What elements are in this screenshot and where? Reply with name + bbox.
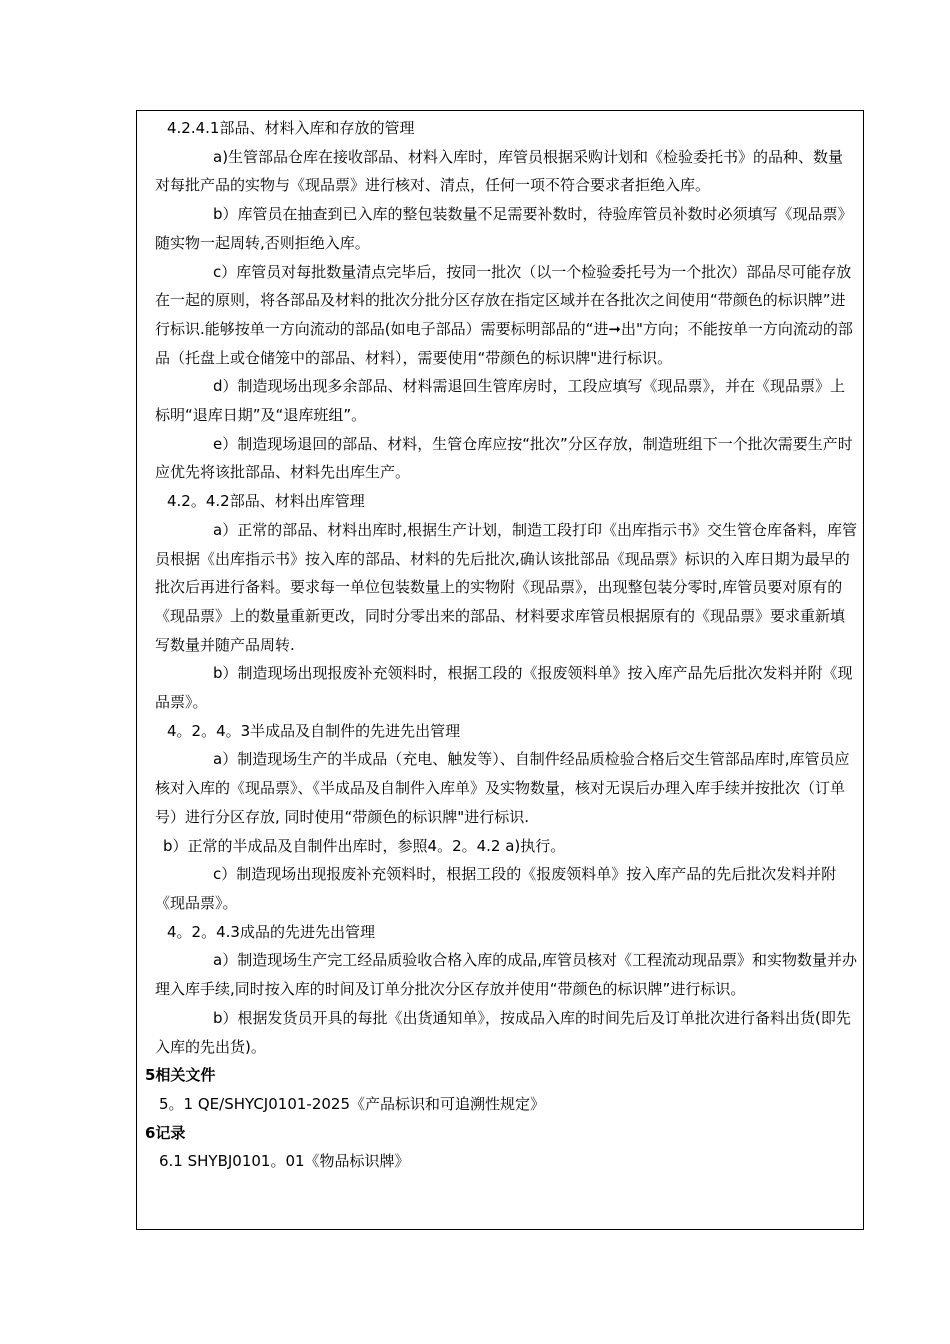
heading-4-2-4-2: 4.2。4.2部品、材料出库管理 [167, 492, 365, 511]
paragraph-b-finished: b）根据发货员开具的每批《出货通知单》，按成品入库的时间先后及订单批次进行备料出货(即先入库的先出货)。 [155, 1008, 851, 1056]
paragraph-a-receiving: a)生管部品仓库在接收部品、材料入库时，库管员根据采购计划和《检验委托书》的品种、数量对每批产品的实物与《现品票》进行核对、清点，任何一项不符合要求者拒绝入库。 [155, 147, 844, 195]
heading-4-2-4-1: 4.2.4.1部品、材料入库和存放的管理 [167, 119, 415, 137]
paragraph-b-outbound: b）制造现场出现报废补充领料时，根据工段的《报废领料单》按入库产品先后批次发料并附《现品票》。 [155, 664, 853, 712]
paragraph-a-semi: a）制造现场生产的半成品（充电、触发等）、自制件经品质检验合格后交生管部品库时,库管员应核对入库的《现品票》、《半成品及自制件入库单》及实物数量，核对无误后办理入库手续并按批次（订单号）进行分区存放, 同时使用“带颜色的标识牌"进行标识. [155, 750, 850, 826]
paragraph-c-semi: c）制造现场出现报废补充领料时，根据工段的《报废领料单》按入库产品的先后批次发料并附《现品票》。 [155, 865, 837, 912]
paragraph-a-outbound: a）正常的部品、材料出库时,根据生产计划，制造工段打印《出库指示书》交生管仓库备料，库管员根据《出库指示书》按入库的部品、材料的先后批次,确认该批部品《现品票》标识的入库日期为最早的批次后再进行备料。要求每一单位包装数量上的实物附《现品票》，出现整包装分零时,库管员要对原有的《现品票》上的数量重新更改，同时分零出来的部品、材料要求库管员根据原有的《现品票》要求重新填写数量并随产品周转. [155, 520, 857, 654]
paragraph-c-receiving: c）库管员对每批数量清点完毕后，按同一批次（以一个检验委托号为一个批次）部品尽可能存放在一起的原则，将各部品及材料的批次分批分区存放在指定区域并在各批次之间使用“带颜色的标识牌”进行标识.能够按单一方向流动的部品(如电子部品）需要标明部品的“进➞出"方向；不能按单一方向流动的部品（托盘上或仓储笼中的部品、材料），需要使用“带颜色的标识牌"进行标识。 [155, 262, 853, 367]
heading-4-2-4-3-finished: 4。2。4.3成品的先进先出管理 [167, 922, 375, 941]
record-item: 6.1 SHYBJ0101。01《物品标识牌》 [159, 1152, 410, 1171]
section-heading-related-docs: 5相关文件 [145, 1066, 216, 1085]
document-frame [136, 110, 864, 1230]
document-body [145, 114, 857, 1176]
paragraph-d-receiving: d）制造现场出现多余部品、材料需退回生管库房时，工段应填写《现品票》，并在《现品票》上标明“退库日期”及“退库班组”。 [155, 377, 846, 425]
paragraph-b-receiving: b）库管员在抽查到已入库的整包装数量不足需要补数时，待验库管员补数时必须填写《现品票》随实物一起周转,否则拒绝入库。 [155, 205, 853, 252]
paragraph-a-finished: a）制造现场生产完工经品质验收合格入库的成品,库管员核对《工程流动现品票》和实物数量并办理入库手续,同时按入库的时间及订单分批次分区存放并使用“带颜色的标识牌”进行标识。 [155, 951, 857, 999]
heading-4-2-4-3-semi: 4。2。4。3半成品及自制件的先进先出管理 [167, 721, 461, 740]
paragraph-b-semi: b）正常的半成品及自制件出库时，参照4。2。4.2 a)执行。 [163, 836, 566, 855]
section-heading-records: 6记录 [145, 1123, 186, 1142]
related-doc-item: 5。1 QE/SHYCJ0101-2025《产品标识和可追溯性规定》 [159, 1094, 545, 1113]
paragraph-e-receiving: e）制造现场退回的部品、材料，生管仓库应按“批次”分区存放，制造班组下一个批次需要生产时应优先将该批部品、材料先出库生产。 [155, 434, 853, 482]
